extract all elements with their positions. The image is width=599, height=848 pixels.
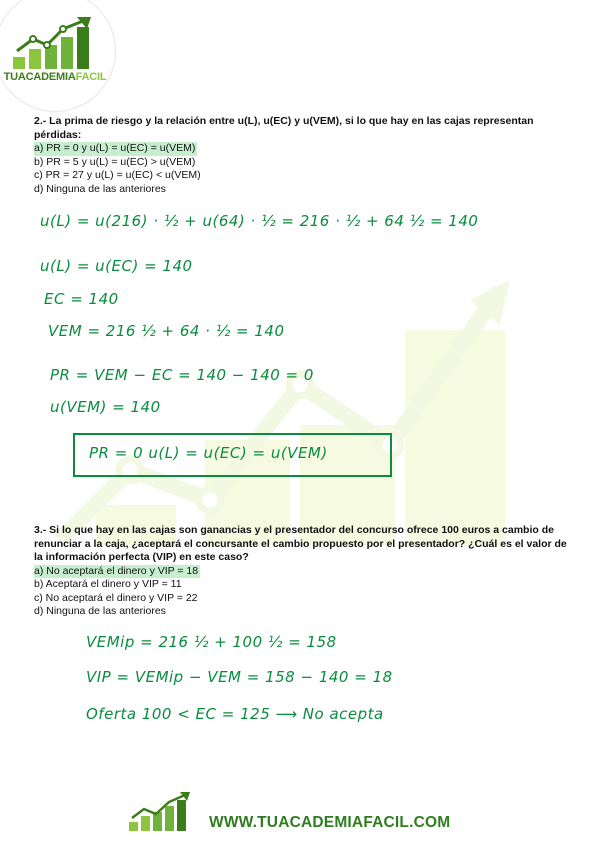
q3-work-line-3: Oferta 100 < EC = 125 ⟶ No acepta xyxy=(86,705,384,723)
q2-option-b: b) PR = 5 y u(L) = u(EC) > u(VEM) xyxy=(34,155,196,168)
q2-work-line-3: EC = 140 xyxy=(44,290,119,308)
q3-option-a: a) No aceptará el dinero y VIP = 18 xyxy=(34,564,199,577)
q3-work-line-1: VEMip = 216 ½ + 100 ½ = 158 xyxy=(86,633,337,651)
q2-work-line-1: u(L) = u(216) · ½ + u(64) · ½ = 216 · ½ + 64 ½ = 140 xyxy=(40,212,479,230)
q2-work-line-5: PR = VEM − EC = 140 − 140 = 0 xyxy=(50,366,314,384)
q3-option-c: c) No aceptará el dinero y VIP = 22 xyxy=(34,591,198,604)
q2-work-line-6: u(VEM) = 140 xyxy=(50,398,161,416)
footer-brand xyxy=(127,792,507,832)
q3-option-d: d) Ninguna de las anteriores xyxy=(34,605,166,617)
q2-option-a: a) PR = 0 y u(L) = u(EC) = u(VEM) xyxy=(34,142,196,154)
logo-wordmark: TUACADEMIAFACIL xyxy=(3,71,107,83)
question-2 xyxy=(34,115,574,196)
q2-work-line-2: u(L) = u(EC) = 140 xyxy=(40,257,193,275)
growth-chart-icon xyxy=(127,792,193,832)
q2-option-d: d) Ninguna de las anteriores xyxy=(34,182,166,195)
q2-option-c: c) PR = 27 y u(L) = u(EC) < u(VEM) xyxy=(34,169,201,181)
q2-work-line-4: VEM = 216 ½ + 64 · ½ = 140 xyxy=(48,322,285,340)
question-2-stem: 2.- La prima de riesgo y la relación entre u(L), u(EC) y u(VEM), si lo que hay en las cajas representan pérdidas: xyxy=(34,115,534,141)
q2-answer-box xyxy=(73,433,392,477)
question-3-stem: 3.- Si lo que hay en las cajas son ganancias y el presentador del concurso ofrece 100 euros a cambio de renunciar a la caja, ¿aceptará el concursante el cambio propuesto por el presentador? ¿Cuál es el valor de la información perfecta (VIP) en este caso? xyxy=(34,524,567,563)
question-3 xyxy=(34,524,574,619)
q3-option-b: b) Aceptará el dinero y VIP = 11 xyxy=(34,578,182,590)
website-url[interactable]: WWW.TUACADEMIAFACIL.COM xyxy=(209,814,451,831)
q3-work-line-2: VIP = VEMip − VEM = 158 − 140 = 18 xyxy=(86,668,393,686)
growth-chart-icon xyxy=(11,15,97,71)
q2-answer-box-text: PR = 0 u(L) = u(EC) = u(VEM) xyxy=(89,444,328,462)
